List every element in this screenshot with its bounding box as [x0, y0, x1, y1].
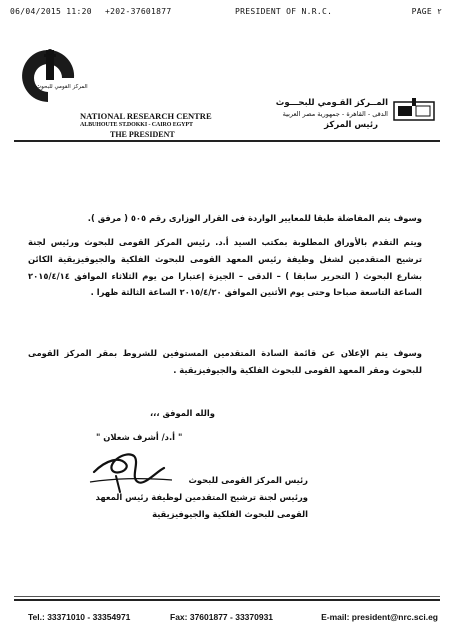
- fax-number: +202-37601877: [105, 7, 172, 16]
- footer-contacts: [28, 612, 438, 626]
- center-address-en: ALBUHOUTE ST.DOKKI - CAIRO EGYPT: [80, 122, 193, 128]
- letterhead-en: [80, 112, 212, 139]
- nrc-logo-icon: [18, 48, 88, 106]
- paragraph-announcement: وسوف يتم الإعلان عن قائمة السادة المتقدمين المستوفين للشروط بمقر المركز القومى للبحوث ومقر المعهد القومى للبحوث الفلكية والجيوفيزيقية .: [28, 348, 422, 375]
- footer-tel: Tel.: 33371010 - 33354971: [28, 612, 131, 622]
- nrc-small-logo-icon: [392, 98, 436, 124]
- center-name-ar: المــركز القـومي للبحـــوث: [275, 98, 388, 108]
- president-title-ar: رئيس المركز: [324, 120, 378, 130]
- logo-text-ar: المركز القومي للبحوث: [36, 84, 88, 90]
- footer-rule: [14, 596, 440, 597]
- paragraph-criteria: وسوف يتم المفاضلة طبقا للمعايير الواردة فى القرار الوزارى رقم ٥٠٥ ( مرفق ).: [87, 213, 422, 223]
- closing-greeting: والله الموفق ،،،: [150, 408, 216, 418]
- footer-email: E-mail: president@nrc.sci.eg: [321, 612, 438, 622]
- header-rule: [14, 140, 440, 142]
- fax-header: [10, 7, 442, 19]
- center-address-ar: الدقى - القاهرة - جمهورية مصر العربية: [282, 110, 388, 118]
- paragraph-submission: ويتم التقدم بالأوراق المطلوبة بمكتب السيد أ.د. رئيس المركز القومى للبحوث ورئيس لجنة ترشيح المتقدمين لشغل وظيفة رئيس المعهد القومى للبحوث الفلكية والجيوفيزيقية الكائن بشارع البحوث ( التحرير سابقا ) – الدقى – الجيزة إعتبارا من يوم الثلاثاء الموافق ٢٠١٥/٤/١٤ الساعة التاسعة صباحا وحتى يوم الأثنين الموافق ٢٠١٥/٤/٢٠ الساعة الثالثة ظهرا .: [28, 237, 422, 298]
- footer-rule-bold: [14, 599, 440, 601]
- fax-page: PAGE ٢: [411, 7, 442, 16]
- fax-date-time: 06/04/2015 11:20: [10, 7, 92, 16]
- president-title-en: THE PRESIDENT: [110, 130, 175, 139]
- footer-fax: Fax: 37601877 - 33370931: [170, 612, 274, 622]
- signer-title-3: القومى للبحوث الفلكية والجيوفيزيقية: [152, 508, 308, 519]
- center-name-en: NATIONAL RESEARCH CENTRE: [80, 111, 212, 121]
- signer-name: " أ.د/ أشرف شعلان ": [96, 432, 183, 442]
- signer-title-1: رئيس المركز القومى للبحوث: [188, 475, 308, 485]
- signer-title-2: ورئيس لجنة ترشيح المتقدمين لوظيفة رئيس المعهد: [95, 491, 308, 502]
- fax-sender: PRESIDENT OF N.R.C.: [235, 7, 333, 16]
- signer-titles: [78, 472, 308, 522]
- letterhead-ar: [276, 98, 388, 131]
